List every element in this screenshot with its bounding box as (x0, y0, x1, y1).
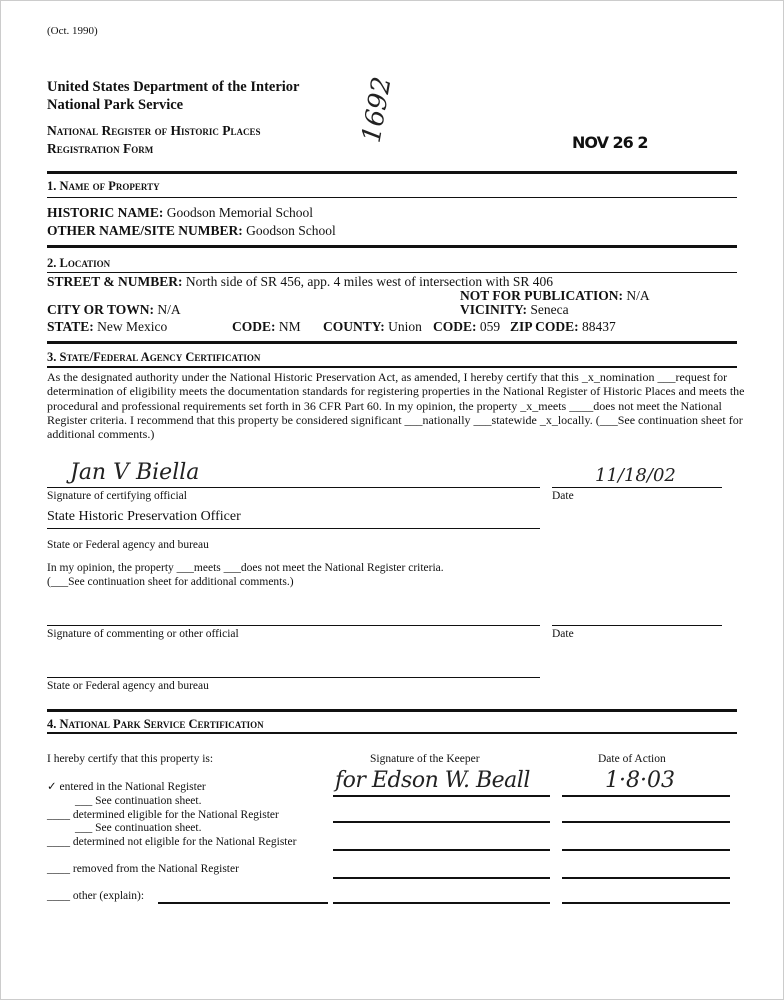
comment-date-line (552, 625, 722, 626)
certifying-signature: Jan V Biella (70, 460, 200, 485)
city-label: CITY OR TOWN: (47, 302, 155, 317)
comment-date-label: Date (552, 628, 574, 640)
agency-label: State or Federal agency and bureau (47, 539, 209, 551)
county-code-value: 059 (479, 319, 501, 334)
keeper-line (333, 849, 550, 851)
section-2-title: 2. Location (47, 256, 111, 270)
vicinity-value: Seneca (530, 302, 569, 317)
city-value: N/A (157, 302, 181, 317)
officer-title: State Historic Preservation Officer (47, 509, 241, 524)
option-see-continuation: ___ See continuation sheet. (75, 795, 202, 807)
certification-paragraph: As the designated authority under the National Historic Preservation Act, as amended, I hereby certify that this _x_nomination ___request for determination of eligibility meets the documentation standards for registering properties in the National Register of Historic Places and meets the procedural and professional requirements set forth in 36 CFR Part 60. In my opinion, the property _x_meets ____does not meet the National Register criteria. I recommend that this property be considered significant ___nationally ___statewide _x_locally. (___See continuation sheet for additional comments.) (47, 370, 745, 442)
zip-label: ZIP CODE: (510, 319, 579, 334)
county-code-label: CODE: (433, 319, 477, 334)
option-not-eligible: ____ determined not eligible for the National Register (47, 836, 297, 848)
nfp-label: NOT FOR PUBLICATION: (460, 288, 624, 303)
date-line (562, 902, 730, 904)
form-edition: (Oct. 1990) (47, 25, 98, 37)
section-4-title: 4. National Park Service Certification (47, 717, 264, 731)
divider (47, 709, 737, 712)
county-label: COUNTY: (323, 319, 385, 334)
date-line (552, 487, 722, 488)
county-value: Union (388, 319, 422, 334)
comment-signature-line (47, 625, 540, 626)
keeper-line (333, 795, 550, 797)
form-title-1: National Register of Historic Places (47, 123, 261, 138)
nfp-value: N/A (626, 288, 650, 303)
option-see-continuation: ___ See continuation sheet. (75, 822, 202, 834)
divider (47, 272, 737, 273)
street-label: STREET & NUMBER: (47, 274, 183, 289)
state-code-value: NM (278, 319, 301, 334)
received-stamp: NOV 26 2 (572, 133, 648, 152)
date-line (562, 821, 730, 823)
keeper-line (333, 821, 550, 823)
street-value: North side of SR 456, app. 4 miles west of intersection with SR 406 (185, 274, 554, 289)
divider (47, 341, 737, 344)
date-line (562, 877, 730, 879)
section-3-title: 3. State/Federal Agency Certification (47, 350, 261, 364)
department-name: United States Department of the Interior (47, 79, 300, 95)
section-1-title: 1. Name of Property (47, 179, 160, 193)
agency-name: National Park Service (47, 97, 184, 113)
divider (47, 197, 737, 198)
historic-name-label: HISTORIC NAME: (47, 205, 164, 220)
vicinity-label: VICINITY: (460, 302, 528, 317)
handwritten-number: 1692 (356, 74, 398, 145)
option-removed: ____ removed from the National Register (47, 863, 239, 875)
date-line (562, 849, 730, 851)
date-label: Date (552, 490, 574, 502)
state-label: STATE: (47, 319, 94, 334)
date-of-action-value: 1·8·03 (605, 768, 675, 793)
signature-line (47, 487, 540, 488)
certify-statement: I hereby certify that this property is: (47, 753, 214, 765)
state-value: New Mexico (97, 319, 168, 334)
keeper-label: Signature of the Keeper (370, 753, 480, 765)
divider (47, 528, 540, 529)
option-entered: ✓ entered in the National Register (47, 781, 206, 793)
divider (47, 677, 540, 678)
option-other: ____ other (explain): (47, 890, 145, 902)
explain-line (158, 902, 328, 904)
opinion-line-1: In my opinion, the property ___meets ___does not meet the National Register criteria. (47, 562, 444, 574)
agency-label-2: State or Federal agency and bureau (47, 680, 209, 692)
historic-name-value: Goodson Memorial School (166, 205, 314, 220)
divider (47, 245, 737, 248)
keeper-line (333, 877, 550, 879)
form-title-2: Registration Form (47, 141, 154, 156)
keeper-signature: for Edson W. Beall (335, 768, 530, 793)
comment-signature-label: Signature of commenting or other official (47, 628, 239, 640)
option-determined-eligible: ____ determined eligible for the National Register (47, 809, 279, 821)
keeper-line (333, 902, 550, 904)
zip-value: 88437 (582, 319, 616, 334)
divider (47, 732, 737, 734)
other-name-value: Goodson School (246, 223, 336, 238)
date-line (562, 795, 730, 797)
divider (47, 366, 737, 368)
date-of-action-label: Date of Action (598, 753, 666, 765)
divider (47, 171, 737, 174)
certifying-date: 11/18/02 (595, 465, 676, 486)
opinion-line-2: (___See continuation sheet for additional comments.) (47, 576, 294, 588)
other-name-label: OTHER NAME/SITE NUMBER: (47, 223, 243, 238)
state-code-label: CODE: (232, 319, 276, 334)
signature-label: Signature of certifying official (47, 490, 187, 502)
